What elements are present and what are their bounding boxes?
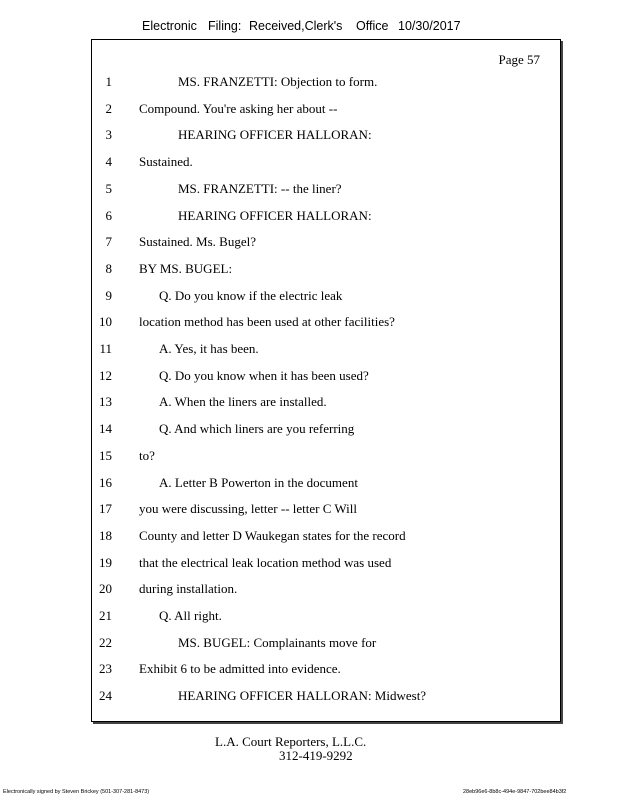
header-filing: Filing: bbox=[208, 19, 242, 33]
line-text: Q. Do you know if the electric leak bbox=[159, 287, 343, 303]
line-number: 19 bbox=[99, 554, 112, 570]
line-text: you were discussing, letter -- letter C Will bbox=[139, 501, 358, 517]
footer-phone: 312-419-9292 bbox=[279, 748, 353, 763]
line-number: 12 bbox=[99, 367, 112, 383]
transcript-page bbox=[91, 39, 561, 722]
line-number: 7 bbox=[105, 234, 112, 250]
line-number: 11 bbox=[99, 341, 112, 356]
line-text: that the electrical leak location method was used bbox=[139, 554, 392, 570]
line-text: HEARING OFFICER HALLORAN: bbox=[178, 207, 372, 223]
line-number: 2 bbox=[105, 100, 112, 116]
line-number: 18 bbox=[99, 527, 112, 543]
line-text: Compound. You're asking her about -- bbox=[139, 100, 338, 116]
line-text: MS. BUGEL: Complainants move for bbox=[178, 634, 377, 650]
footer-reporter: L.A. Court Reporters, L.L.C. bbox=[215, 734, 367, 749]
line-number: 10 bbox=[99, 314, 112, 330]
line-number: 24 bbox=[99, 688, 112, 704]
header-received: Received,Clerk's bbox=[249, 19, 343, 33]
line-number: 22 bbox=[99, 634, 112, 650]
line-number: 16 bbox=[99, 474, 112, 490]
line-number: 17 bbox=[99, 501, 112, 517]
document-hash: 28eb96e6-8b8c-494e-9847-702bee84b3f2 bbox=[463, 789, 567, 795]
line-number: 8 bbox=[105, 260, 112, 276]
line-text: Sustained. Ms. Bugel? bbox=[139, 234, 256, 250]
line-number: 15 bbox=[99, 447, 112, 463]
header-date: 10/30/2017 bbox=[398, 19, 461, 33]
line-number: 6 bbox=[105, 207, 112, 223]
header-electronic: Electronic bbox=[142, 19, 197, 33]
line-text: Exhibit 6 to be admitted into evidence. bbox=[139, 661, 341, 677]
line-text: A. Letter B Powerton in the document bbox=[159, 474, 358, 490]
line-number: 21 bbox=[99, 608, 112, 623]
line-text: HEARING OFFICER HALLORAN: bbox=[178, 127, 372, 143]
line-number: 14 bbox=[99, 421, 112, 437]
line-text: A. When the liners are installed. bbox=[159, 394, 327, 410]
line-text: to? bbox=[139, 447, 155, 463]
line-text: Q. Do you know when it has been used? bbox=[159, 367, 369, 383]
line-number: 9 bbox=[105, 287, 112, 303]
page-number: Page 57 bbox=[498, 52, 540, 67]
line-text: MS. FRANZETTI: Objection to form. bbox=[178, 74, 378, 89]
line-text: County and letter D Waukegan states for the record bbox=[139, 527, 406, 543]
line-number: 4 bbox=[105, 154, 112, 170]
electronic-signature: Electronically signed by Steven Brickey (501-307-281-8473) bbox=[3, 789, 150, 795]
line-text: MS. FRANZETTI: -- the liner? bbox=[178, 180, 342, 196]
line-text: Q. And which liners are you referring bbox=[159, 421, 355, 437]
line-number: 5 bbox=[105, 180, 112, 196]
header-office: Office bbox=[356, 19, 389, 33]
line-number: 13 bbox=[99, 394, 112, 410]
line-text: A. Yes, it has been. bbox=[159, 341, 259, 356]
line-number: 20 bbox=[99, 581, 112, 597]
line-number: 1 bbox=[105, 74, 112, 89]
line-text: Q. All right. bbox=[159, 608, 222, 623]
line-number: 23 bbox=[99, 661, 112, 677]
line-text: BY MS. BUGEL: bbox=[139, 260, 233, 276]
line-text: location method has been used at other facilities? bbox=[139, 314, 395, 330]
line-text: during installation. bbox=[139, 581, 238, 597]
line-number: 3 bbox=[105, 127, 112, 143]
line-text: Sustained. bbox=[139, 154, 193, 170]
line-text: HEARING OFFICER HALLORAN: Midwest? bbox=[178, 688, 427, 704]
